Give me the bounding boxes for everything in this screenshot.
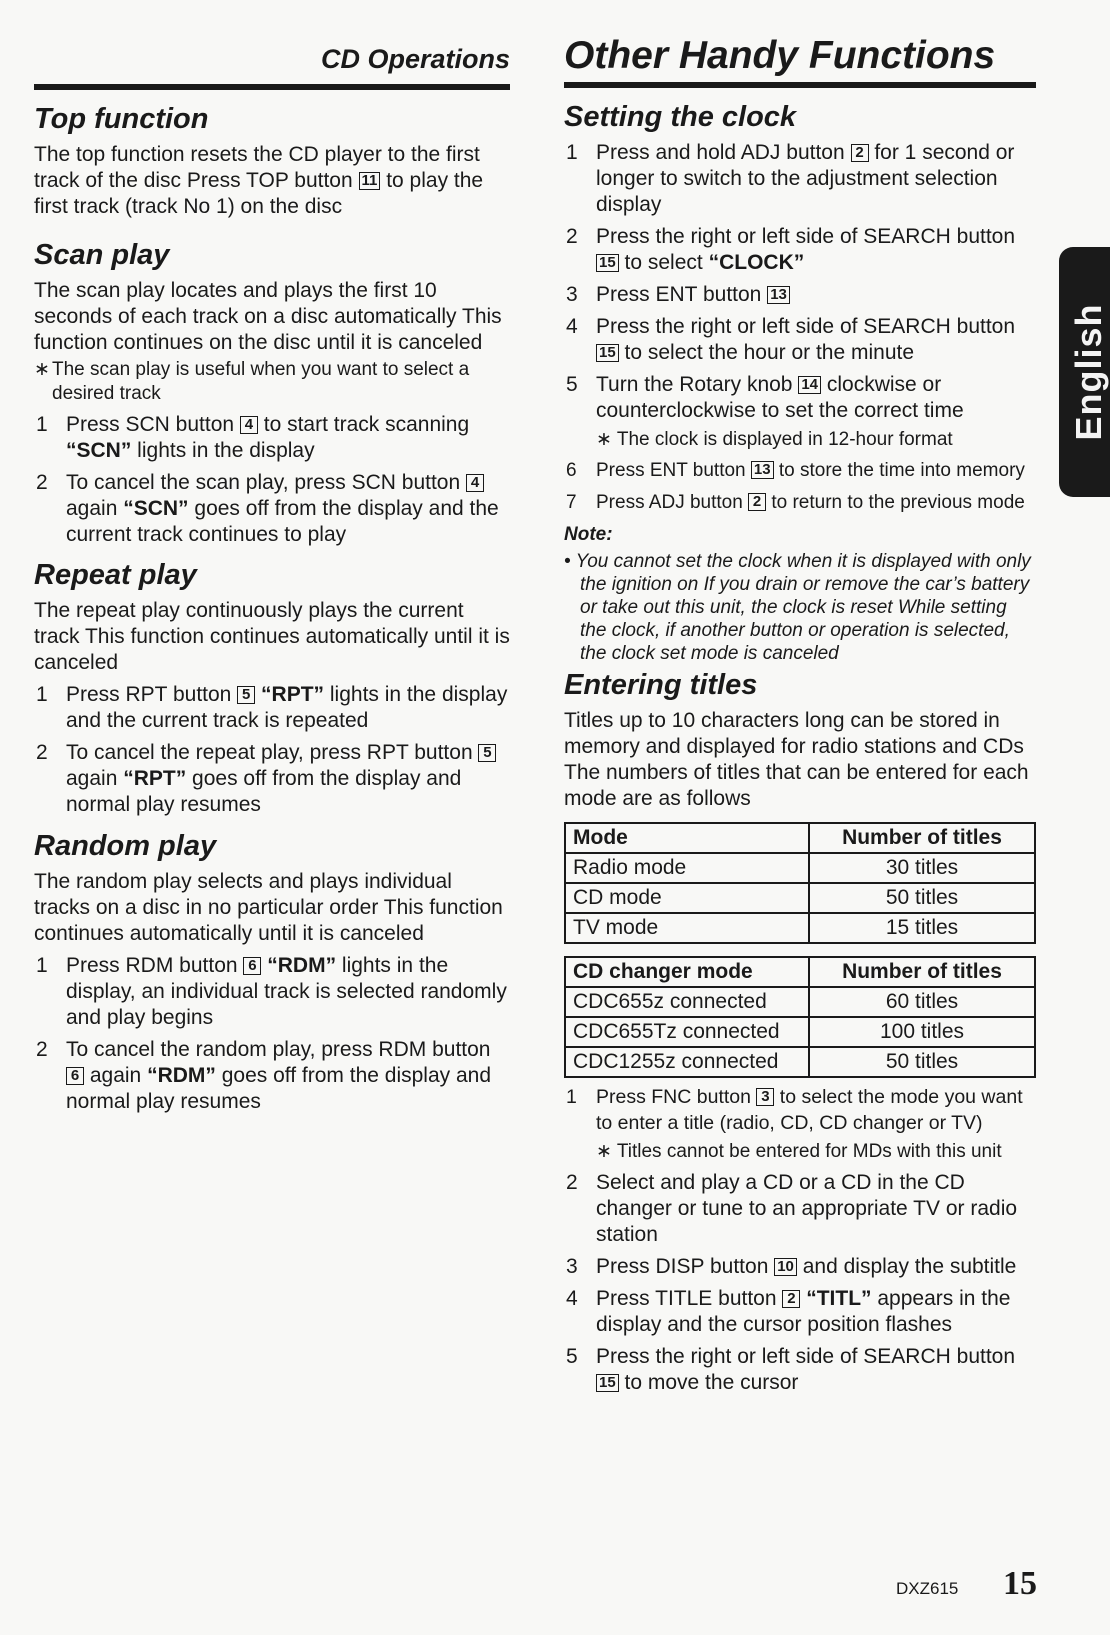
button-ref: 10 bbox=[774, 1258, 797, 1276]
text: to select the hour or the minute bbox=[618, 341, 915, 364]
language-tab-label: English bbox=[1068, 303, 1109, 441]
repeat-steps bbox=[34, 682, 510, 818]
step-number: 6 bbox=[566, 460, 577, 481]
display-indicator: “CLOCK” bbox=[708, 251, 805, 274]
table-row bbox=[565, 853, 1035, 883]
table-cell: CDC1255z connected bbox=[565, 1047, 809, 1077]
table-cell: CD mode bbox=[565, 883, 809, 913]
text: for 1 second or longer to switch to the adjustment selection display bbox=[596, 141, 1015, 216]
text: Press FNC button bbox=[596, 1086, 757, 1108]
titles-steps-cont bbox=[564, 1170, 1038, 1396]
text: to store the time into memory bbox=[773, 460, 1025, 481]
clock-format-note bbox=[564, 428, 1038, 452]
text: to start track scanning bbox=[257, 413, 470, 436]
table-cell: Radio mode bbox=[565, 853, 809, 883]
text: again bbox=[66, 767, 124, 790]
scan-steps bbox=[34, 412, 510, 548]
titles-mode-table bbox=[564, 822, 1036, 944]
text: Press TITLE button bbox=[596, 1287, 783, 1310]
asterisk: ∗ bbox=[34, 359, 50, 380]
entering-titles-text: Titles up to 10 characters long can be stored in memory and displayed for radio stations and CDs The numbers of titles that can be entered for each mode are as follows bbox=[564, 709, 1029, 810]
text: Turn the Rotary knob bbox=[596, 373, 799, 396]
list-item bbox=[34, 412, 510, 464]
table-cell: 50 titles bbox=[809, 1047, 1035, 1077]
step-number: 2 bbox=[36, 741, 48, 764]
titles-md-note bbox=[564, 1140, 1038, 1164]
display-indicator: “RPT” bbox=[261, 683, 325, 706]
button-ref: 13 bbox=[751, 461, 774, 479]
section-header-cd-operations: CD Operations bbox=[320, 44, 510, 74]
list-item bbox=[564, 1254, 1038, 1280]
table-row bbox=[565, 987, 1035, 1017]
step-number: 1 bbox=[36, 413, 48, 436]
step-number: 4 bbox=[566, 1287, 578, 1310]
button-ref: 14 bbox=[798, 376, 821, 394]
header-rule bbox=[564, 82, 1036, 88]
column-header: Mode bbox=[565, 823, 809, 853]
text: to move the cursor bbox=[618, 1371, 799, 1394]
heading-repeat-play: Repeat play bbox=[34, 559, 197, 591]
random-steps bbox=[34, 953, 510, 1115]
list-item bbox=[564, 458, 1038, 484]
section-header-other-handy-functions: Other Handy Functions bbox=[564, 34, 996, 77]
column-header: Number of titles bbox=[809, 823, 1035, 853]
text: goes off from the display and normal play resumes bbox=[66, 767, 462, 816]
list-item bbox=[564, 1286, 1038, 1338]
heading-entering-titles: Entering titles bbox=[564, 669, 758, 701]
list-item bbox=[564, 282, 1038, 308]
step-number: 3 bbox=[566, 1255, 578, 1278]
section-repeat-play bbox=[34, 558, 510, 818]
step-number: 2 bbox=[36, 471, 48, 494]
button-ref: 3 bbox=[756, 1088, 774, 1106]
button-ref: 15 bbox=[596, 1374, 619, 1392]
clock-steps-cont bbox=[564, 458, 1038, 516]
list-item bbox=[34, 1037, 510, 1115]
text: Press the right or left side of SEARCH button bbox=[596, 315, 1016, 338]
table-cell: 100 titles bbox=[809, 1017, 1035, 1047]
table-cell: CDC655z connected bbox=[565, 987, 809, 1017]
button-ref: 15 bbox=[596, 254, 619, 272]
text: Press DISP button bbox=[596, 1255, 775, 1278]
note-text: The clock is displayed in 12-hour format bbox=[616, 429, 953, 450]
text: To cancel the scan play, press SCN button bbox=[66, 471, 466, 494]
table-cell: 15 titles bbox=[809, 913, 1035, 943]
section-random-play bbox=[34, 829, 510, 1115]
section-scan-play bbox=[34, 238, 510, 548]
titles-steps bbox=[564, 1084, 1038, 1136]
section-setting-clock bbox=[564, 100, 1038, 665]
text: Select and play a CD or a CD in the CD changer or tune to an appropriate TV or radio station bbox=[596, 1171, 1018, 1246]
display-indicator: “RPT” bbox=[123, 767, 187, 790]
text: Press the right or left side of SEARCH button bbox=[596, 225, 1016, 248]
table-cell: 60 titles bbox=[809, 987, 1035, 1017]
list-item bbox=[564, 490, 1038, 516]
titles-changer-table bbox=[564, 956, 1036, 1078]
step-number: 7 bbox=[566, 492, 577, 513]
step-number: 1 bbox=[566, 1086, 577, 1108]
text: clockwise or counterclockwise to set the correct time bbox=[596, 373, 964, 422]
table-row bbox=[565, 883, 1035, 913]
text: lights in the display, an individual track is selected randomly and play begins bbox=[66, 954, 507, 1029]
text: and display the subtitle bbox=[796, 1255, 1017, 1278]
table-cell: 30 titles bbox=[809, 853, 1035, 883]
text: appears in the display and the cursor position flashes bbox=[596, 1287, 1011, 1336]
list-item bbox=[34, 470, 510, 548]
button-ref: 11 bbox=[359, 172, 381, 190]
repeat-play-text: The repeat play continuously plays the current track This function continues automatically until it is canceled bbox=[34, 599, 510, 674]
display-indicator: “SCN” bbox=[123, 497, 189, 520]
table-cell: TV mode bbox=[565, 913, 809, 943]
button-ref: 5 bbox=[237, 686, 255, 704]
table-cell: CDC655Tz connected bbox=[565, 1017, 809, 1047]
step-number: 4 bbox=[566, 315, 578, 338]
note-item bbox=[564, 550, 1038, 665]
scan-note bbox=[34, 358, 510, 406]
text: Press ADJ button bbox=[596, 492, 749, 513]
list-item bbox=[34, 682, 510, 734]
table-header-row bbox=[565, 823, 1035, 853]
header-rule bbox=[34, 84, 510, 90]
list-item bbox=[34, 740, 510, 818]
button-ref: 6 bbox=[66, 1067, 84, 1085]
asterisk: ∗ bbox=[596, 1141, 612, 1162]
list-item bbox=[34, 953, 510, 1031]
text: goes off from the display and the current track continues to play bbox=[66, 497, 499, 546]
note-text: You cannot set the clock when it is displayed with only the ignition on If you drain or remove the car’s battery or take out this unit, the clock is reset While setting the clock, if another button or operation is selected, the clock set mode is canceled bbox=[575, 551, 1031, 664]
page-number: 15 bbox=[1003, 1565, 1037, 1602]
button-ref: 2 bbox=[851, 144, 869, 162]
text: To cancel the repeat play, press RPT button bbox=[66, 741, 479, 764]
step-number: 5 bbox=[566, 373, 578, 396]
text: again bbox=[66, 497, 124, 520]
list-item bbox=[564, 224, 1038, 276]
text: again bbox=[84, 1064, 148, 1087]
text: Press and hold ADJ button bbox=[596, 141, 851, 164]
column-header: CD changer mode bbox=[565, 957, 809, 987]
button-ref: 13 bbox=[767, 286, 790, 304]
list-item bbox=[564, 1170, 1038, 1248]
note-text: Titles cannot be entered for MDs with this unit bbox=[616, 1141, 1002, 1162]
text: Press RDM button bbox=[66, 954, 244, 977]
button-ref: 4 bbox=[466, 474, 484, 492]
text: lights in the display bbox=[131, 439, 315, 462]
clock-steps bbox=[564, 140, 1038, 424]
bullet: • bbox=[564, 551, 571, 572]
top-function-text bbox=[34, 142, 510, 220]
step-number: 3 bbox=[566, 283, 578, 306]
section-top-function bbox=[34, 102, 510, 220]
list-item bbox=[564, 1084, 1038, 1136]
random-play-text: The random play selects and plays individual tracks on a disc in no particular order This function continues automatically until it is canceled bbox=[34, 870, 503, 945]
step-number: 2 bbox=[36, 1038, 48, 1061]
text: Press ENT button bbox=[596, 283, 768, 306]
text: Press the right or left side of SEARCH button bbox=[596, 1345, 1016, 1368]
text: Press RPT button bbox=[66, 683, 238, 706]
table-row bbox=[565, 913, 1035, 943]
language-tab bbox=[1059, 247, 1110, 497]
list-item bbox=[564, 372, 1038, 424]
table-header-row bbox=[565, 957, 1035, 987]
text: to return to the previous mode bbox=[766, 492, 1025, 513]
list-item bbox=[564, 140, 1038, 218]
step-number: 1 bbox=[566, 141, 578, 164]
button-ref: 4 bbox=[240, 416, 258, 434]
button-ref: 15 bbox=[596, 344, 619, 362]
text: goes off from the display and normal play resumes bbox=[66, 1064, 492, 1113]
asterisk: ∗ bbox=[596, 429, 612, 450]
scan-play-text: The scan play locates and plays the first 10 seconds of each track on a disc automatically This function continues on the disc until it is canceled bbox=[34, 279, 502, 354]
display-indicator: “SCN” bbox=[66, 439, 132, 462]
model-number: DXZ615 bbox=[896, 1579, 959, 1598]
heading-random-play: Random play bbox=[34, 830, 217, 862]
text: to select the mode you want to enter a title (radio, CD, CD changer or TV) bbox=[596, 1086, 1023, 1134]
column-header: Number of titles bbox=[809, 957, 1035, 987]
step-number: 5 bbox=[566, 1345, 578, 1368]
step-number: 2 bbox=[566, 225, 578, 248]
text: lights in the display and the current track is repeated bbox=[66, 683, 508, 732]
note-heading: Note: bbox=[564, 524, 613, 545]
button-ref: 2 bbox=[782, 1290, 800, 1308]
text: The top function resets the CD player to the first track of the disc Press TOP button bbox=[34, 143, 480, 192]
button-ref: 6 bbox=[243, 957, 261, 975]
heading-scan-play: Scan play bbox=[34, 239, 170, 271]
text: to play the first track (track No 1) on the disc bbox=[34, 169, 484, 218]
section-entering-titles bbox=[564, 668, 1038, 1396]
list-item bbox=[564, 314, 1038, 366]
step-number: 1 bbox=[36, 954, 48, 977]
display-indicator: “TITL” bbox=[806, 1287, 872, 1310]
text: Press SCN button bbox=[66, 413, 240, 436]
button-ref: 5 bbox=[478, 744, 496, 762]
table-row bbox=[565, 1017, 1035, 1047]
text: To cancel the random play, press RDM button bbox=[66, 1038, 491, 1061]
heading-top-function: Top function bbox=[34, 103, 209, 135]
step-number: 1 bbox=[36, 683, 48, 706]
step-number: 2 bbox=[566, 1171, 578, 1194]
note-text: The scan play is useful when you want to select a desired track bbox=[52, 359, 470, 404]
button-ref: 2 bbox=[748, 493, 766, 511]
table-cell: 50 titles bbox=[809, 883, 1035, 913]
heading-setting-clock: Setting the clock bbox=[564, 101, 797, 133]
list-item bbox=[564, 1344, 1038, 1396]
table-row bbox=[565, 1047, 1035, 1077]
display-indicator: “RDM” bbox=[267, 954, 337, 977]
display-indicator: “RDM” bbox=[147, 1064, 216, 1087]
text: to select bbox=[618, 251, 709, 274]
text: Press ENT button bbox=[596, 460, 751, 481]
